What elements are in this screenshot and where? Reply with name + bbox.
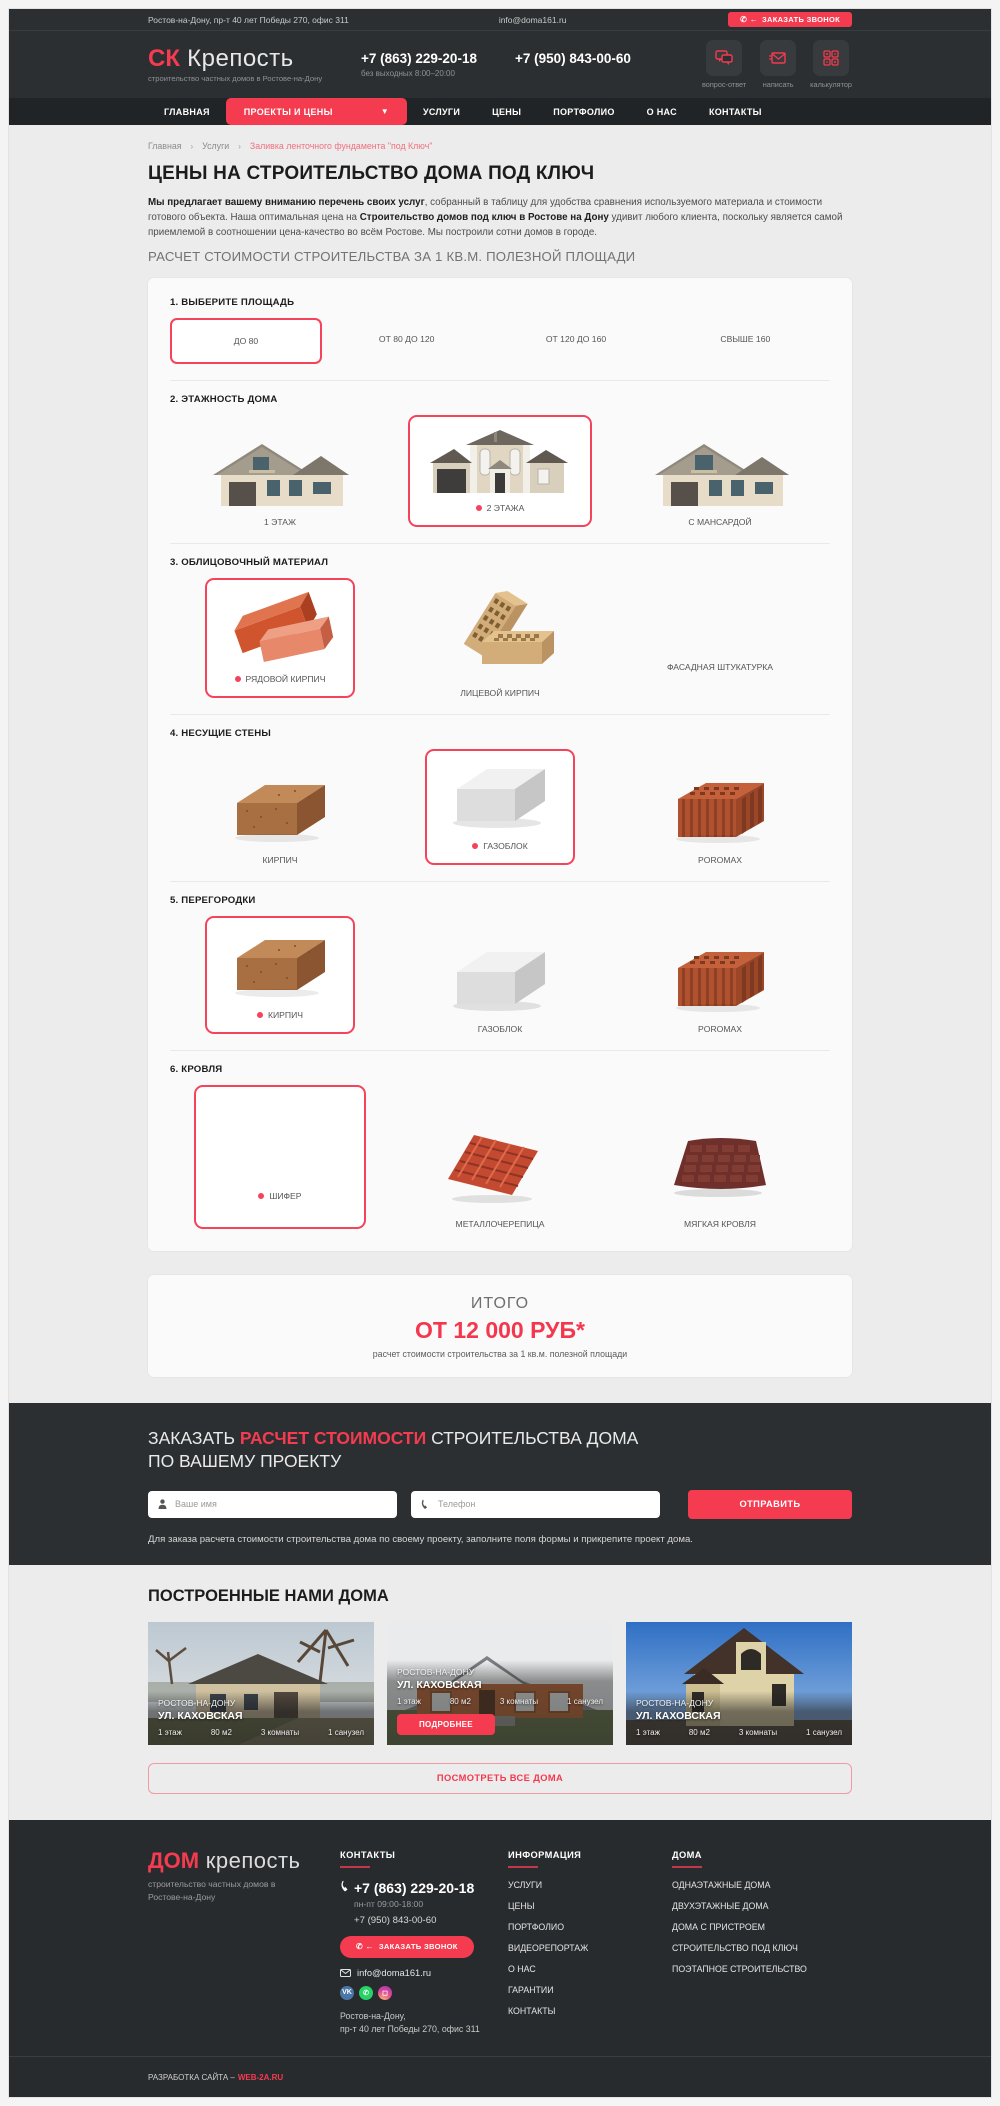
intro-paragraph: Мы предлагает вашему вниманию перечень своих услуг, собранный в таблицу для удобства сравнения используемого материала и стоимости готового объекта. Наша оптимальная цена на Строительство домов под ключ в Ростове на Дону удивит любого клиента, поскольку является самой приемлемой в соотношении цена-качество во всём Ростове. Мы построили сотни домов в городе. — [148, 197, 843, 239]
partitions-option-gazoblok[interactable] — [390, 916, 610, 1034]
poromax-block-image — [664, 942, 776, 1014]
selected-radio-dot — [257, 1012, 263, 1018]
company-email[interactable]: info@doma161.ru — [498, 14, 567, 25]
selected-frame — [205, 578, 355, 698]
area-option-80-120[interactable]: ОТ 80 ДО 120 — [378, 333, 435, 344]
calc-step-area — [170, 284, 830, 380]
nav-item-kontakty[interactable]: КОНТАКТЫ — [708, 106, 762, 117]
card-overlay — [387, 1660, 613, 1745]
card-floors: 1 этаж — [158, 1727, 182, 1737]
option-label: ШИФЕР — [269, 1190, 302, 1201]
breadcrumb-separator: › — [190, 141, 194, 151]
footer-socials — [340, 1986, 508, 2000]
one-storey-house-image — [205, 435, 355, 507]
logo-main-text: СК — [148, 44, 180, 72]
card-bathrooms: 1 санузел — [567, 1696, 603, 1706]
phone-icon — [340, 1880, 348, 1892]
footer-email[interactable]: info@doma161.ru — [357, 1967, 432, 1978]
name-input[interactable] — [173, 1498, 387, 1510]
step-title: 5. ПЕРЕГОРОДКИ — [170, 894, 256, 906]
phone-primary-note: без выходных 8:00–20:00 — [361, 69, 455, 78]
brown-brick-image — [221, 928, 339, 1000]
footer-phone-secondary[interactable]: +7 (950) 843-00-60 — [354, 1914, 437, 1926]
breadcrumb — [148, 125, 852, 151]
option-label: КИРПИЧ — [262, 854, 298, 865]
chevron-down-icon: ▼ — [380, 107, 389, 116]
card-city: РОСТОВ-НА-ДОНУ — [397, 1666, 475, 1677]
breadcrumb-services[interactable]: Услуги — [202, 141, 230, 151]
card-city: РОСТОВ-НА-ДОНУ — [636, 1697, 714, 1708]
floors-option-2[interactable] — [390, 415, 610, 527]
company-address: Ростов-на-Дону, пр-т 40 лет Победы 270, офис 311 — [148, 14, 349, 25]
option-label: ГАЗОБЛОК — [483, 840, 528, 851]
nav-item-o-nas[interactable]: О НАС — [646, 106, 677, 117]
footer-phone-primary[interactable]: +7 (863) 229-20-18 — [354, 1879, 475, 1896]
mail-icon — [760, 40, 796, 76]
credits-label: РАЗРАБОТКА САЙТА – — [148, 2072, 235, 2082]
footer-logo-subtitle: строительство частных домов в Ростове-на-Дону — [148, 1878, 276, 1902]
walls-option-poromax[interactable] — [610, 749, 830, 865]
footer-logo-rest: крепость — [199, 1847, 301, 1873]
roof-option-metallocherepitsa[interactable] — [390, 1085, 610, 1229]
callback-button[interactable] — [728, 12, 852, 27]
selected-frame — [194, 1085, 366, 1229]
card-area: 80 м2 — [688, 1727, 710, 1737]
topbar — [9, 9, 991, 31]
more-button[interactable]: ПОДРОБНЕЕ — [397, 1714, 495, 1735]
footer — [9, 1820, 991, 2097]
brown-brick-image — [221, 773, 339, 845]
option-label: МЯГКАЯ КРОВЛЯ — [683, 1218, 757, 1229]
partitions-option-poromax[interactable] — [610, 916, 830, 1034]
partitions-option-kirpich[interactable] — [170, 916, 390, 1034]
facing-option-licevoy-kirpich[interactable] — [390, 578, 610, 698]
poromax-block-image — [664, 773, 776, 845]
instagram-icon[interactable]: ◻ — [378, 1986, 392, 2000]
calc-heading: РАСЧЕТ СТОИМОСТИ СТРОИТЕЛЬСТВА ЗА 1 КВ.М. ПОЛЕЗНОЙ ПЛОЩАДИ — [148, 248, 636, 264]
calc-step-facing — [170, 543, 830, 714]
total-caption: расчет стоимости строительства за 1 кв.м. полезной площади — [372, 1348, 628, 1359]
gas-block-image — [441, 761, 559, 831]
header-phones — [361, 51, 631, 78]
footer-link-odnoetazhnye[interactable]: ОДНАЭТАЖНЫЕ ДОМА — [672, 1879, 771, 1890]
facing-option-ryadovoy-kirpich[interactable] — [170, 578, 390, 698]
card-overlay — [626, 1691, 852, 1745]
step-title: 1. ВЫБЕРИТЕ ПЛОЩАДЬ — [170, 296, 295, 308]
card-street: УЛ. КАХОВСКАЯ — [397, 1678, 482, 1691]
selected-radio-dot — [472, 843, 478, 849]
chat-icon — [706, 40, 742, 76]
option-label: 2 ЭТАЖА — [486, 502, 525, 513]
calc-step-roof — [170, 1050, 830, 1245]
step-title: 3. ОБЛИЦОВОЧНЫЙ МАТЕРИАЛ — [170, 556, 329, 568]
calculator-icon — [813, 40, 849, 76]
card-rooms: 3 комнаты — [260, 1727, 300, 1737]
footer-link-garantii[interactable]: ГАРАНТИИ — [508, 1984, 554, 1995]
card-bathrooms: 1 санузел — [806, 1727, 842, 1737]
area-option-120-160[interactable]: ОТ 120 ДО 160 — [545, 333, 607, 344]
page — [8, 8, 992, 2098]
phone-icon — [421, 1499, 430, 1510]
name-field-wrap — [148, 1491, 397, 1518]
footer-link-portfolio[interactable]: ПОРТФОЛИО — [508, 1921, 565, 1932]
logo-rest-text: Крепость — [179, 44, 294, 72]
footer-address: Ростов-на-Дону, пр-т 40 лет Победы 270, офис 311 — [340, 2010, 480, 2034]
step-title: 6. КРОВЛЯ — [170, 1063, 223, 1075]
logo-subtitle: строительство частных домов в Ростове-на-Дону — [148, 73, 323, 83]
footer-info-heading: ИНФОРМАЦИЯ — [508, 1849, 582, 1860]
order-note: Для заказа расчета стоимости строительства дома по своему проекту, заполните поля формы и прикрепите проект дома. — [148, 1533, 693, 1545]
card-city: РОСТОВ-НА-ДОНУ — [158, 1697, 236, 1708]
nav-item-uslugi[interactable]: УСЛУГИ — [422, 106, 461, 117]
card-rooms: 3 комнаты — [738, 1727, 778, 1737]
card-area: 80 м2 — [449, 1696, 471, 1706]
option-label: КИРПИЧ — [268, 1009, 303, 1020]
selected-frame — [205, 916, 355, 1034]
area-option-do-80[interactable]: ДО 80 — [170, 318, 322, 364]
card-street: УЛ. КАХОВСКАЯ — [636, 1709, 721, 1722]
footer-link-o-nas[interactable]: О НАС — [508, 1963, 536, 1974]
user-icon — [158, 1499, 167, 1509]
selected-frame — [425, 749, 575, 865]
mail-icon — [340, 1969, 351, 1977]
write-button[interactable] — [760, 40, 796, 89]
faq-button[interactable] — [702, 40, 746, 89]
heading-underline — [340, 1866, 370, 1868]
walls-option-gazoblok[interactable] — [390, 749, 610, 865]
footer-logo-main: ДОМ — [148, 1847, 200, 1873]
callback-button-label: ЗАКАЗАТЬ ЗВОНОК — [762, 15, 840, 24]
area-option-svyshe-160[interactable]: СВЫШЕ 160 — [720, 333, 771, 344]
roof-option-shifer[interactable] — [170, 1085, 390, 1229]
calc-step-floors — [170, 380, 830, 543]
roof-option-myagkaya-krovlya[interactable] — [610, 1085, 830, 1229]
floors-option-1[interactable] — [170, 415, 390, 527]
nav-item-proekty-i-ceny[interactable]: ПРОЕКТЫ И ЦЕНЫ ▼ — [226, 98, 407, 125]
order-title: ЗАКАЗАТЬ РАСЧЕТ СТОИМОСТИ СТРОИТЕЛЬСТВА ДОМА ПО ВАШЕМУ ПРОЕКТУ — [148, 1427, 639, 1472]
option-label: ЛИЦЕВОЙ КИРПИЧ — [460, 687, 540, 698]
footer-link-s-pristroem[interactable]: ДОМА С ПРИСТРОЕМ — [672, 1921, 765, 1932]
footer-link-pod-klyuch[interactable]: СТРОИТЕЛЬСТВО ПОД КЛЮЧ — [672, 1942, 798, 1953]
floors-option-mansard[interactable] — [610, 415, 830, 527]
card-floors: 1 этаж — [636, 1727, 660, 1737]
heading-underline — [508, 1866, 538, 1868]
facing-option-shtukaturka[interactable] — [610, 578, 830, 698]
credits-link[interactable]: WEB-2A.RU — [237, 2072, 284, 2082]
phone-field-wrap — [411, 1491, 660, 1518]
footer-link-ceny[interactable]: ЦЕНЫ — [508, 1900, 535, 1911]
header — [9, 31, 991, 98]
footer-link-videoreportazh[interactable]: ВИДЕОРЕПОРТАЖ — [508, 1942, 589, 1953]
calculator-button[interactable] — [810, 40, 852, 89]
option-label: ГАЗОБЛОК — [477, 1023, 523, 1034]
card-overlay — [148, 1691, 374, 1745]
footer-logo[interactable] — [148, 1847, 340, 1873]
breadcrumb-home[interactable]: Главная — [148, 141, 182, 151]
option-label: ФАСАДНАЯ ШТУКАТУРКА — [666, 661, 774, 672]
walls-option-kirpich[interactable] — [170, 749, 390, 865]
built-houses-heading: ПОСТРОЕННЫЕ НАМИ ДОМА — [148, 1586, 389, 1605]
option-label: POROMAX — [698, 854, 742, 865]
option-label: 1 ЭТАЖ — [264, 516, 296, 527]
phone-arrow-icon: ✆ ← — [740, 14, 758, 24]
phone-input[interactable] — [436, 1498, 650, 1510]
nav-item-portfolio[interactable]: ПОРТФОЛИО — [553, 106, 615, 117]
main-nav — [9, 98, 991, 125]
red-bricks-image — [221, 590, 339, 664]
soft-roof-image — [660, 1129, 780, 1209]
breadcrumb-current: Заливка ленточного фундамента "под Ключ" — [249, 141, 433, 151]
footer-contacts-column — [340, 1850, 508, 2036]
header-quick-icons — [702, 40, 852, 89]
footer-info-column — [508, 1850, 672, 2036]
order-section — [9, 1403, 991, 1565]
selected-frame — [408, 415, 592, 527]
total-panel — [148, 1275, 852, 1377]
card-rooms: 3 комнаты — [499, 1696, 539, 1706]
card-area: 80 м2 — [210, 1727, 232, 1737]
footer-houses-column — [672, 1850, 852, 2036]
attic-house-image — [645, 435, 795, 507]
submit-button[interactable]: ОТПРАВИТЬ — [688, 1490, 852, 1519]
house-card[interactable] — [387, 1622, 613, 1745]
write-label: написать — [762, 80, 794, 89]
calculator-label: калькулятор — [810, 80, 852, 89]
option-label: POROMAX — [698, 1023, 742, 1034]
facing-bricks-image — [440, 590, 560, 678]
house-card[interactable] — [626, 1622, 852, 1745]
footer-houses-heading: ДОМА — [672, 1849, 702, 1860]
total-price: ОТ 12 000 РУБ* — [415, 1316, 585, 1343]
phone-arrow-icon: ✆ ← — [356, 1941, 374, 1951]
card-street: УЛ. КАХОВСКАЯ — [158, 1709, 243, 1722]
heading-underline — [672, 1866, 702, 1868]
card-bathrooms: 1 санузел — [328, 1727, 364, 1737]
faq-label: вопрос-ответ — [701, 80, 747, 89]
footer-link-kontakty[interactable]: КОНТАКТЫ — [508, 2005, 556, 2016]
footer-contacts-heading: КОНТАКТЫ — [340, 1849, 396, 1860]
footer-link-poetapnoe[interactable]: ПОЭТАПНОЕ СТРОИТЕЛЬСТВО — [672, 1963, 807, 1974]
calculator-panel — [148, 278, 852, 1251]
calc-step-walls — [170, 714, 830, 881]
breadcrumb-separator: › — [238, 141, 241, 151]
whatsapp-icon[interactable]: ✆ — [359, 1986, 373, 2000]
view-all-houses-button[interactable]: ПОСМОТРЕТЬ ВСЕ ДОМА — [148, 1763, 852, 1794]
gas-block-image — [441, 944, 559, 1014]
logo[interactable] — [148, 44, 353, 83]
option-label: МЕТАЛЛОЧЕРЕПИЦА — [455, 1218, 545, 1229]
vk-icon[interactable]: VK — [340, 1986, 354, 2000]
selected-radio-dot — [258, 1193, 264, 1199]
order-form — [148, 1490, 852, 1519]
option-label: С МАНСАРДОЙ — [688, 516, 752, 527]
calc-step-partitions — [170, 881, 830, 1050]
two-storey-house-image — [424, 427, 576, 493]
house-card[interactable] — [148, 1622, 374, 1745]
footer-phone-hours: пн-пт 09:00-18:00 — [354, 1898, 424, 1909]
card-floors: 1 этаж — [397, 1696, 421, 1706]
metal-tile-image — [440, 1125, 560, 1209]
step-title: 2. ЭТАЖНОСТЬ ДОМА — [170, 393, 278, 405]
built-houses-section — [9, 1565, 991, 1820]
step-title: 4. НЕСУЩИЕ СТЕНЫ — [170, 727, 271, 739]
selected-radio-dot — [235, 676, 241, 682]
footer-callback-button[interactable]: ✆ ← ЗАКАЗАТЬ ЗВОНОК — [340, 1936, 474, 1958]
page-title: ЦЕНЫ НА СТРОИТЕЛЬСТВО ДОМА ПОД КЛЮЧ — [148, 163, 595, 184]
footer-bottom — [9, 2056, 991, 2097]
phone-secondary[interactable]: +7 (950) 843-00-60 — [514, 51, 631, 66]
phone-primary[interactable]: +7 (863) 229-20-18 — [361, 51, 477, 66]
option-label: РЯДОВОЙ КИРПИЧ — [245, 673, 326, 684]
footer-link-dvuhetazhnye[interactable]: ДВУХЭТАЖНЫЕ ДОМА — [672, 1900, 769, 1911]
total-label: ИТОГО — [470, 1294, 530, 1312]
selected-radio-dot — [476, 505, 482, 511]
footer-link-uslugi[interactable]: УСЛУГИ — [508, 1879, 543, 1890]
nav-item-ceny[interactable]: ЦЕНЫ — [492, 106, 522, 117]
footer-logo-column — [148, 1847, 340, 2036]
nav-item-glavnaya[interactable]: ГЛАВНАЯ — [164, 106, 210, 117]
